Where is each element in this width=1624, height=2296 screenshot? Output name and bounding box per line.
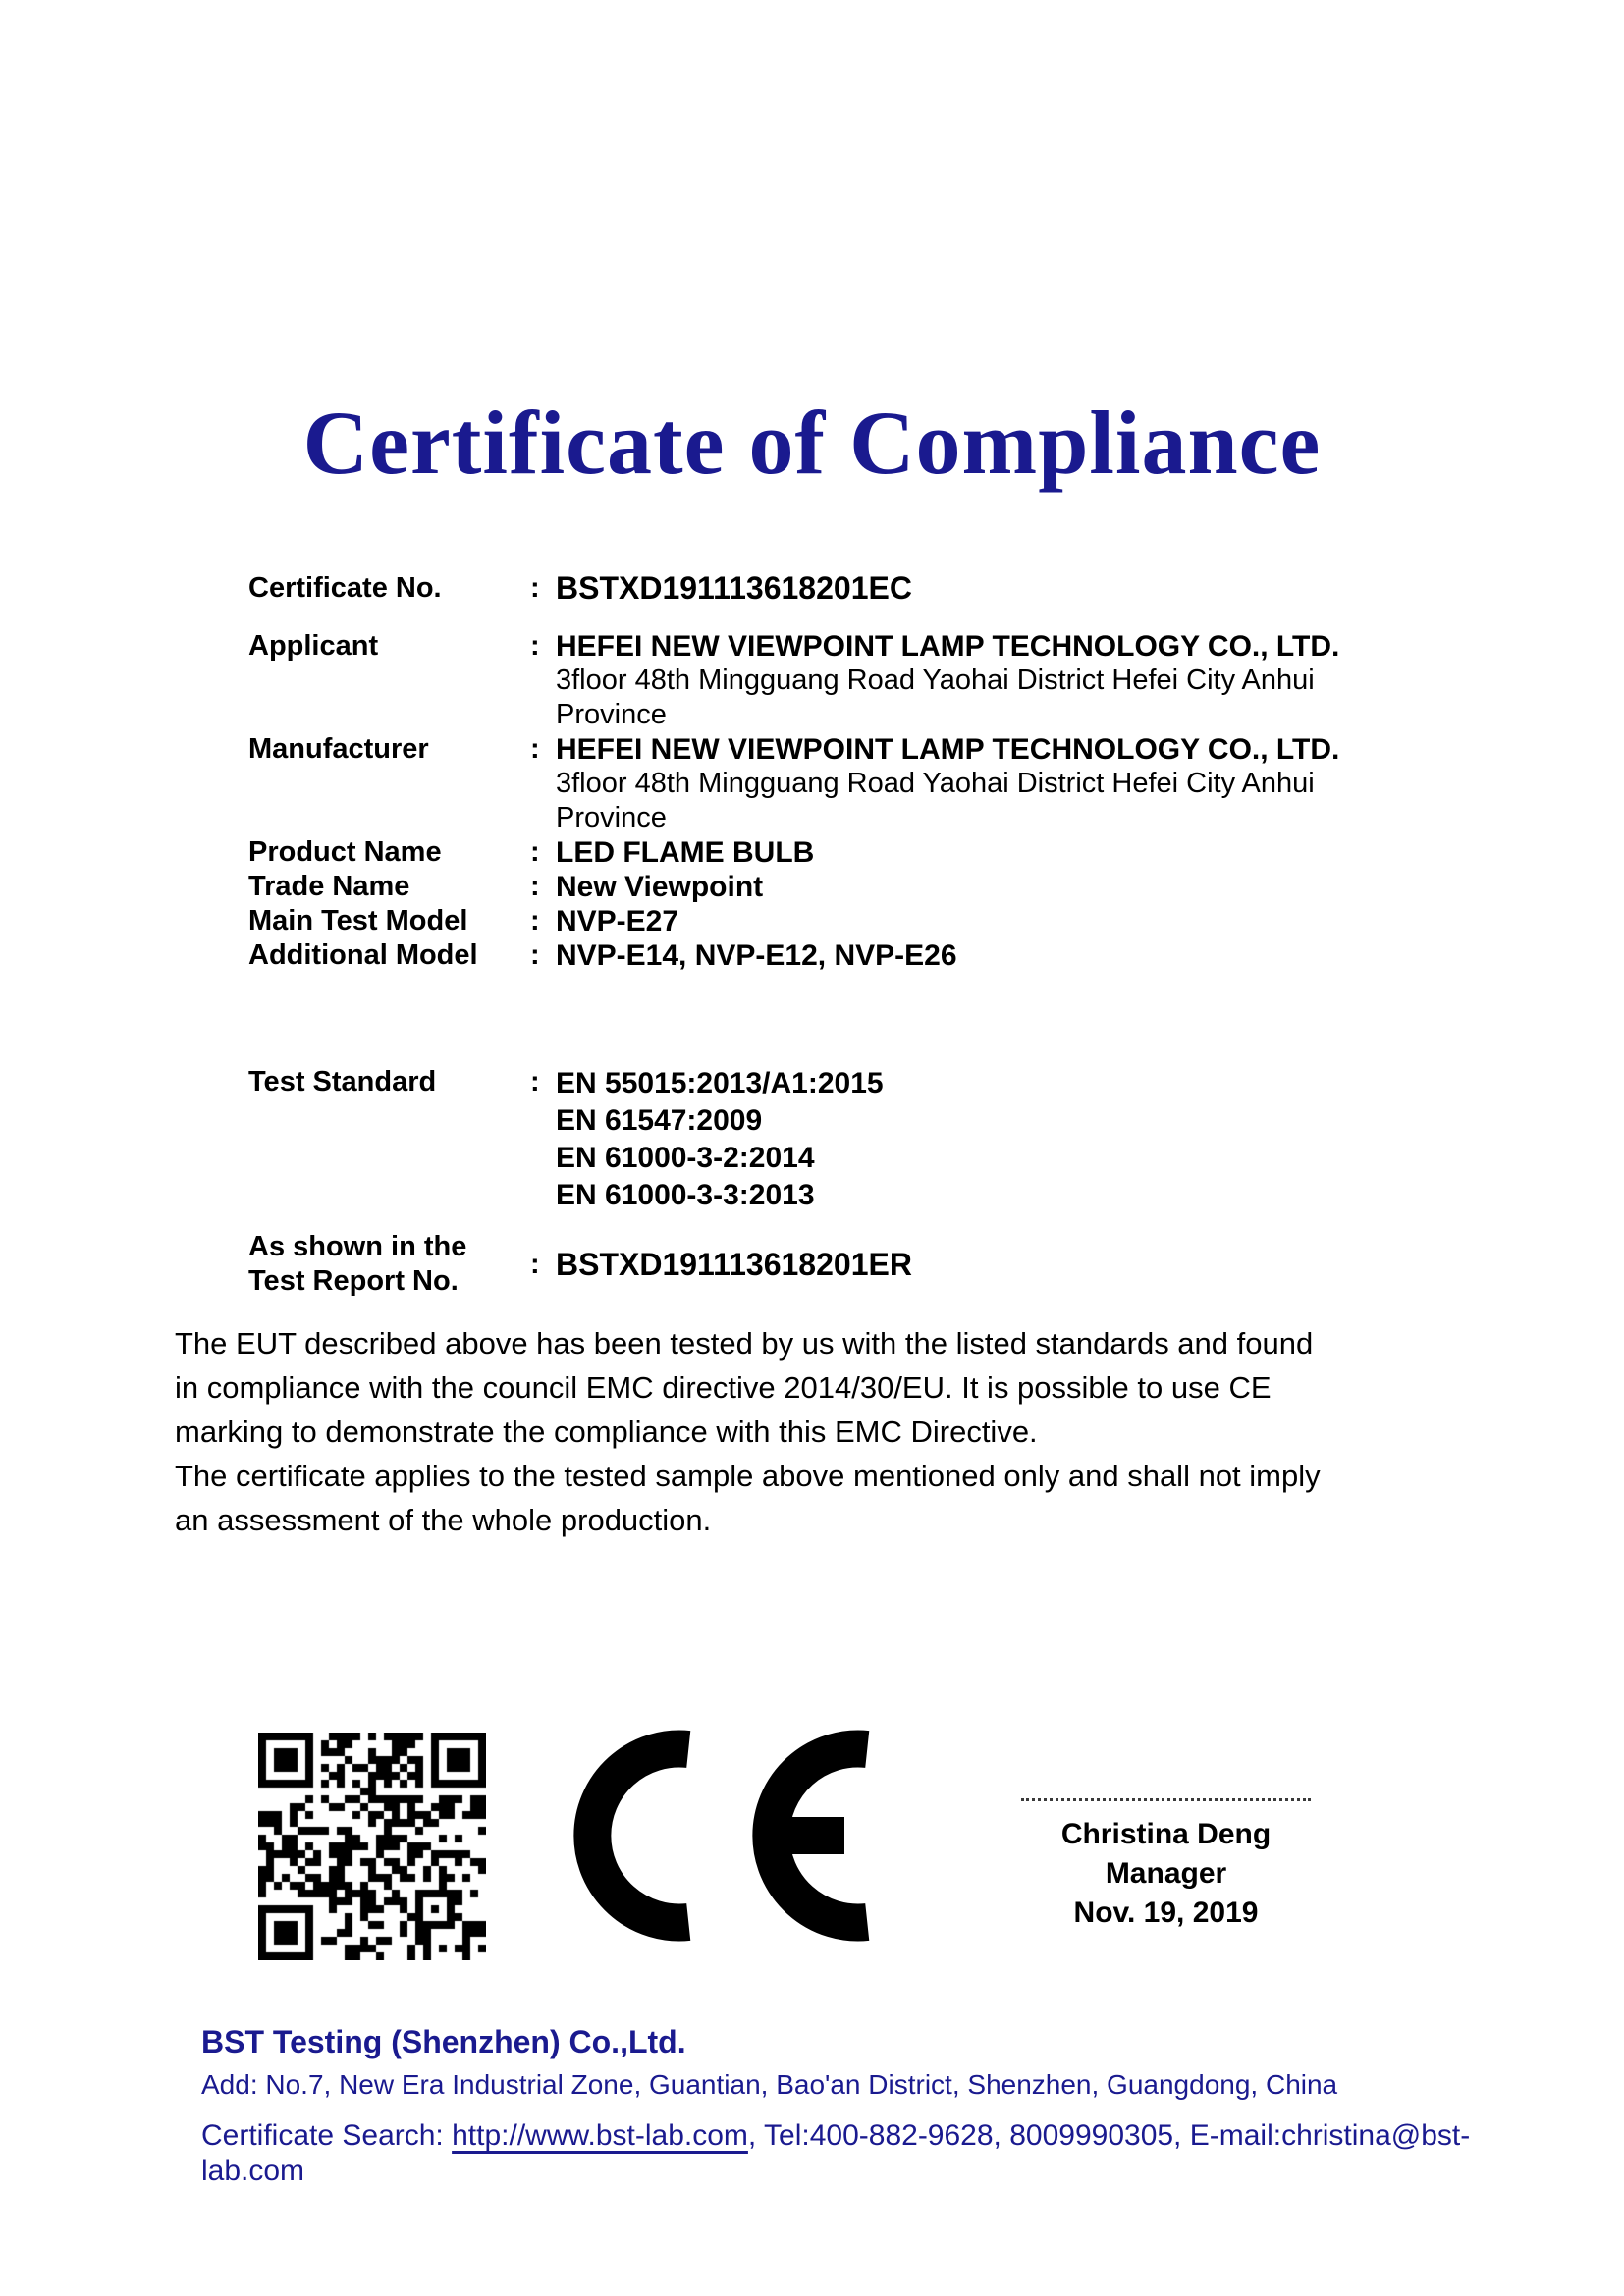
field-label: Applicant (248, 630, 379, 662)
ce-mark-icon (573, 1730, 880, 1942)
field-colon: : (530, 836, 540, 868)
statement-line: in compliance with the council EMC directive 2014/30/EU. It is possible to use CE (175, 1370, 1272, 1405)
field-value: EN 55015:2013/A1:2015 EN 61547:2009 EN 61000-3-2:2014 EN 61000-3-3:2013 (556, 1067, 884, 1211)
field-label: Test Standard (248, 1066, 437, 1097)
signatory-role: Manager (1105, 1857, 1227, 1890)
field-label: Manufacturer (248, 733, 429, 765)
certificate-search-line (201, 2118, 1507, 2189)
field-row (248, 571, 1515, 606)
field-label: As shown in the Test Report No. (248, 1231, 467, 1297)
field-value: LED FLAME BULB (556, 836, 815, 869)
statement-line: The certificate applies to the tested sample above mentioned only and shall not imply (175, 1459, 1321, 1493)
field-label: Additional Model (248, 939, 478, 971)
signature-block (1021, 1798, 1311, 1933)
field-colon: : (530, 1066, 540, 1097)
field-label: Product Name (248, 836, 442, 868)
field-row (248, 870, 1515, 904)
field-colon: : (530, 939, 540, 971)
contact-info: , Tel:400-882-9628, 8009990305, E-mail:christina@bst-lab.com (201, 2119, 1471, 2187)
certificate-search-label: Certificate Search: (201, 2119, 444, 2152)
field-label: Main Test Model (248, 905, 468, 936)
field-value: BSTXD191113618201EC (556, 570, 912, 606)
field-row (248, 1065, 1515, 1214)
certificate-title: Certificate of Compliance (302, 393, 1322, 493)
field-colon: : (530, 572, 540, 604)
signatory-name: Christina Deng (1060, 1818, 1272, 1850)
footer (201, 2024, 1507, 2189)
field-label: Trade Name (248, 871, 410, 902)
field-row (248, 835, 1515, 870)
field-value: NVP-E14, NVP-E12, NVP-E26 (556, 939, 957, 972)
certificate-fields (248, 571, 1515, 1299)
field-colon: : (530, 1248, 540, 1280)
statement-line: The EUT described above has been tested by us with the listed standards and found (175, 1326, 1314, 1361)
signature-dotted-line (1021, 1798, 1311, 1801)
field-value: New Viewpoint (556, 871, 764, 903)
statement-line: marking to demonstrate the compliance with this EMC Directive. (175, 1415, 1038, 1449)
field-label: Certificate No. (248, 572, 442, 604)
field-value: NVP-E27 (556, 905, 679, 937)
statement-line: an assessment of the whole production. (175, 1503, 712, 1537)
field-row (248, 938, 1515, 973)
field-colon: : (530, 871, 540, 902)
field-value: BSTXD191113618201ER (556, 1246, 912, 1282)
signature-date: Nov. 19, 2019 (1073, 1896, 1259, 1929)
field-value: HEFEI NEW VIEWPOINT LAMP TECHNOLOGY CO., LTD. 3floor 48th Mingguang Road Yaohai District Hefei City Anhui Province (556, 630, 1340, 730)
company-address: Add: No.7, New Era Industrial Zone, Guantian, Bao'an District, Shenzhen, Guangdong, China (201, 2069, 1338, 2100)
qr-code-icon (258, 1733, 486, 1960)
certificate-search-link[interactable]: http://www.bst-lab.com (452, 2119, 748, 2152)
field-value: HEFEI NEW VIEWPOINT LAMP TECHNOLOGY CO., LTD. 3floor 48th Mingguang Road Yaohai District Hefei City Anhui Province (556, 733, 1340, 833)
field-row (248, 629, 1515, 732)
field-row (248, 1230, 1515, 1299)
field-row (248, 732, 1515, 835)
field-colon: : (530, 733, 540, 765)
field-colon: : (530, 630, 540, 662)
field-colon: : (530, 905, 540, 936)
company-name: BST Testing (Shenzhen) Co.,Ltd. (201, 2024, 686, 2059)
compliance-statement (175, 1321, 1451, 1542)
field-row (248, 904, 1515, 938)
